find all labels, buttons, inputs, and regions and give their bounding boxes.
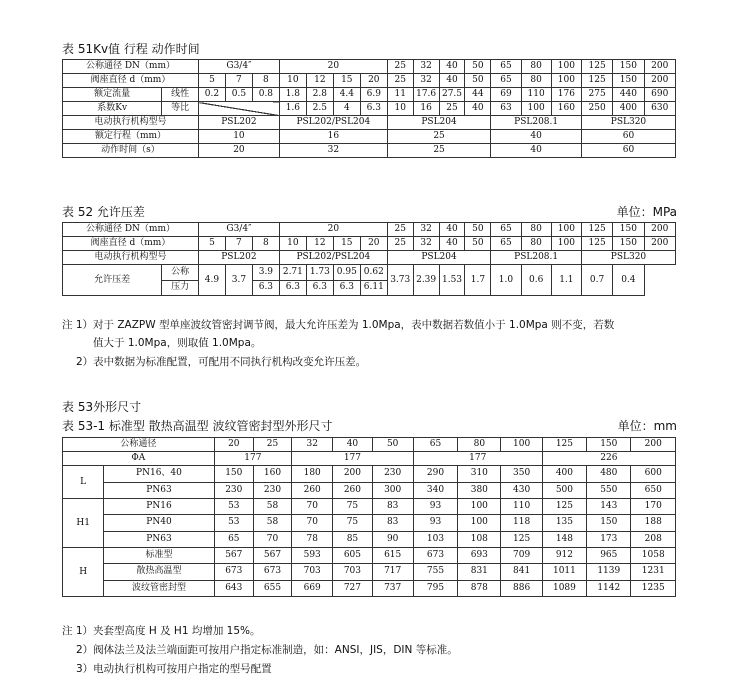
t53-value: 878 [458, 580, 501, 596]
t53-value: 180 [292, 466, 333, 483]
t53-phi: 226 [542, 452, 675, 466]
t51-dn: 80 [521, 60, 551, 74]
t52-seat: 80 [521, 237, 551, 251]
t53-row-label: PN16 [104, 499, 214, 515]
t53-row-label: PN63 [104, 482, 214, 499]
t51-actuator: PSL204 [387, 116, 491, 130]
t51-stroke: 10 [198, 130, 279, 144]
t52-seat: 25 [387, 237, 413, 251]
t53-value: 135 [542, 515, 586, 531]
t51-linear: 4.4 [333, 88, 360, 102]
t51-time-label: 动作时间（s） [63, 144, 199, 158]
t52-actuator-label: 电动执行机构型号 [63, 251, 199, 265]
t52-dn: 50 [465, 223, 491, 237]
t52-actuator-row [63, 251, 676, 265]
t51-time: 20 [198, 144, 279, 158]
t52-dp: 1.0 [491, 265, 521, 296]
t53-value: 1058 [631, 548, 676, 564]
t53-value: 1089 [542, 580, 586, 596]
t53-value: 1142 [587, 580, 631, 596]
t52-seat: 7 [225, 237, 252, 251]
t51-actuator: PSL320 [581, 116, 675, 130]
t51-seat-row [63, 74, 676, 88]
t51-time: 60 [581, 144, 675, 158]
t53-value: 83 [372, 515, 413, 531]
t53-value: 75 [333, 515, 372, 531]
t52-seat: 20 [360, 237, 387, 251]
t53-value: 125 [501, 531, 542, 547]
t51-linear: 44 [465, 88, 491, 102]
t53-value: 90 [372, 531, 413, 547]
t52-dn: 125 [581, 223, 612, 237]
t51-linear: 176 [551, 88, 581, 102]
t51-equal: 630 [644, 102, 675, 116]
t53-value: 400 [542, 466, 586, 483]
t51-linear: 0.8 [252, 88, 279, 102]
table52-caption: 表 52 允许压差 [62, 205, 145, 219]
t51-equal: 63 [491, 102, 521, 116]
t52-dn: 32 [413, 223, 439, 237]
t53-value: 230 [214, 482, 253, 499]
t53-l-row-2 [63, 482, 676, 499]
t53-value: 290 [413, 466, 457, 483]
table53 [62, 437, 676, 597]
t53-row-label: PN40 [104, 515, 214, 531]
t51-dn: 150 [613, 60, 644, 74]
t52-dp: 1.1 [551, 265, 581, 296]
t51-seat: 200 [644, 74, 675, 88]
t52-dn: 40 [439, 223, 465, 237]
t51-seat: 150 [613, 74, 644, 88]
t53-row-label: 标准型 [104, 548, 214, 564]
t53-value: 703 [333, 564, 372, 580]
t52-actuator: PSL202/PSL204 [279, 251, 387, 265]
t52-dp: 0.62 [360, 265, 387, 281]
t53-phi: 177 [292, 452, 414, 466]
t53-phi: 177 [413, 452, 542, 466]
t53-value: 108 [458, 531, 501, 547]
table51-caption: 表 51Kv值 行程 动作时间 [62, 42, 200, 56]
t52-dn: 25 [387, 223, 413, 237]
t53-value: 148 [542, 531, 586, 547]
t53-value: 75 [333, 499, 372, 515]
t53-value: 567 [214, 548, 253, 564]
t51-linear: 2.8 [306, 88, 333, 102]
t52-dp: 2.71 [279, 265, 306, 281]
t53-value: 755 [413, 564, 457, 580]
t53-value: 709 [501, 548, 542, 564]
t52-dp: 6.11 [360, 280, 387, 296]
t52-dn: G3/4″ [198, 223, 279, 237]
t51-linear: 110 [521, 88, 551, 102]
t53-value: 53 [214, 499, 253, 515]
t51-equal: 4 [333, 102, 360, 116]
t53-h-row-3 [63, 580, 676, 596]
t53-dn-row [63, 438, 676, 452]
t52-dp: 1.73 [306, 265, 333, 281]
t51-seat: 10 [279, 74, 306, 88]
t52-dp: 3.9 [252, 265, 279, 281]
t52-dp: 2.39 [413, 265, 439, 296]
t52-seat: 12 [306, 237, 333, 251]
t52-dp: 1.53 [439, 265, 465, 296]
t51-stroke-label: 额定行程（mm） [63, 130, 199, 144]
t51-dn: G3/4″ [198, 60, 279, 74]
t51-linear: 27.5 [439, 88, 465, 102]
t53-value: 58 [253, 515, 291, 531]
t53-value: 605 [333, 548, 372, 564]
t51-dn: 100 [551, 60, 581, 74]
t51-equal-row [63, 102, 676, 116]
t53-value: 150 [214, 466, 253, 483]
t51-seat: 25 [387, 74, 413, 88]
t52-actuator: PSL208.1 [491, 251, 582, 265]
t53-value: 500 [542, 482, 586, 499]
t51-seat: 15 [333, 74, 360, 88]
t51-linear: 17.6 [413, 88, 439, 102]
t53-dn: 25 [253, 438, 291, 452]
t53-dn: 80 [458, 438, 501, 452]
t51-dn: 65 [491, 60, 521, 74]
t53-dn-label: 公称通径 [63, 438, 215, 452]
t53-dn: 150 [587, 438, 631, 452]
t52-dn: 100 [551, 223, 581, 237]
t53-phi: 177 [214, 452, 291, 466]
t51-seat: 65 [491, 74, 521, 88]
t52-seat: 200 [644, 237, 675, 251]
t53-phi-label: ΦA [63, 452, 215, 466]
t52-seat: 32 [413, 237, 439, 251]
t53-value: 70 [292, 515, 333, 531]
t51-linear: 440 [613, 88, 644, 102]
t53-value: 173 [587, 531, 631, 547]
note2-line1: 注 1）夹套型高度 H 及 H1 均增加 15%。 [62, 625, 261, 637]
t53-value: 100 [458, 515, 501, 531]
t53-value: 300 [372, 482, 413, 499]
t53-value: 380 [458, 482, 501, 499]
t53-value: 83 [372, 499, 413, 515]
t52-dp: 6.3 [279, 280, 306, 296]
t52-pn-label-2: 压力 [162, 280, 199, 296]
t52-dp: 0.6 [521, 265, 551, 296]
t53-dn: 20 [214, 438, 253, 452]
t53-value: 143 [587, 499, 631, 515]
t52-seat: 5 [198, 237, 225, 251]
t52-dp: 0.95 [333, 265, 360, 281]
t53-dn: 50 [372, 438, 413, 452]
t51-diagonal-cell [198, 102, 279, 116]
t52-actuator: PSL202 [198, 251, 279, 265]
t52-seat-label: 阀座直径 d（mm） [63, 237, 199, 251]
t52-pn-label: 公称 [162, 265, 199, 281]
t51-seat: 125 [581, 74, 612, 88]
t53-value: 118 [501, 515, 542, 531]
t53-value: 693 [458, 548, 501, 564]
t52-dp-row-1 [63, 265, 676, 281]
t53-value: 1231 [631, 564, 676, 580]
t52-dp: 3.73 [387, 265, 413, 296]
t52-dn: 80 [521, 223, 551, 237]
t53-value: 673 [214, 564, 253, 580]
t53-value: 110 [501, 499, 542, 515]
t53-value: 65 [214, 531, 253, 547]
t51-equal: 1.6 [279, 102, 306, 116]
t52-dn-label: 公称通径 DN（mm） [63, 223, 199, 237]
t51-seat: 50 [465, 74, 491, 88]
t53-value: 655 [253, 580, 291, 596]
t52-seat: 40 [439, 237, 465, 251]
t51-actuator: PSL202/PSL204 [279, 116, 387, 130]
t52-actuator: PSL204 [387, 251, 491, 265]
t53-value: 93 [413, 499, 457, 515]
t52-dn: 20 [279, 223, 387, 237]
t51-seat: 12 [306, 74, 333, 88]
t51-equal: 2.5 [306, 102, 333, 116]
t53-l-row-1 [63, 466, 676, 483]
t51-kv-label-2: 系数Kv [63, 102, 162, 116]
t53-phi-row [63, 452, 676, 466]
t51-seat: 7 [225, 74, 252, 88]
t52-seat: 100 [551, 237, 581, 251]
t53-value: 350 [501, 466, 542, 483]
t51-time-row [63, 144, 676, 158]
t53-dn: 40 [333, 438, 372, 452]
t52-dn: 150 [613, 223, 644, 237]
t53-h1-row-2 [63, 515, 676, 531]
t53-value: 160 [253, 466, 291, 483]
t53-row-label: PN63 [104, 531, 214, 547]
t53-value: 703 [292, 564, 333, 580]
t53-value: 673 [413, 548, 457, 564]
t53-value: 70 [292, 499, 333, 515]
t51-linear: 6.9 [360, 88, 387, 102]
t53-value: 841 [501, 564, 542, 580]
t53-value: 230 [253, 482, 291, 499]
t52-seat: 15 [333, 237, 360, 251]
t53-value: 650 [631, 482, 676, 499]
t51-actuator-row [63, 116, 676, 130]
t51-equal-label: 等比 [162, 102, 199, 116]
t52-dp-label: 允许压差 [63, 265, 162, 296]
t51-equal: 10 [387, 102, 413, 116]
t51-stroke: 40 [491, 130, 582, 144]
t52-seat: 65 [491, 237, 521, 251]
table53-unit: 单位：mm [617, 419, 677, 433]
t51-stroke: 25 [387, 130, 491, 144]
t51-linear: 69 [491, 88, 521, 102]
note1-line2: 值大于 1.0Mpa，则取值 1.0Mpa。 [93, 337, 262, 349]
t53-value: 260 [292, 482, 333, 499]
t53-value: 965 [587, 548, 631, 564]
t52-seat: 150 [613, 237, 644, 251]
t53-value: 831 [458, 564, 501, 580]
t52-seat: 125 [581, 237, 612, 251]
t52-seat: 10 [279, 237, 306, 251]
t52-dp: 3.7 [225, 265, 252, 296]
t52-dp: 6.3 [252, 280, 279, 296]
t51-time: 25 [387, 144, 491, 158]
t53-value: 795 [413, 580, 457, 596]
t53-value: 727 [333, 580, 372, 596]
t51-linear: 275 [581, 88, 612, 102]
t53-value: 93 [413, 515, 457, 531]
t53-value: 340 [413, 482, 457, 499]
t51-linear: 11 [387, 88, 413, 102]
t53-value: 600 [631, 466, 676, 483]
t53-value: 260 [333, 482, 372, 499]
t51-equal: 6.3 [360, 102, 387, 116]
t51-actuator: PSL208.1 [491, 116, 582, 130]
t53-value: 615 [372, 548, 413, 564]
t51-dn: 50 [465, 60, 491, 74]
t51-equal: 250 [581, 102, 612, 116]
table53-caption: 表 53外形尺寸 [62, 400, 142, 414]
t51-stroke-row [63, 130, 676, 144]
t53-value: 208 [631, 531, 676, 547]
t52-dp: 6.3 [333, 280, 360, 296]
t53-value: 150 [587, 515, 631, 531]
t51-dn: 32 [413, 60, 439, 74]
t53-value: 886 [501, 580, 542, 596]
t51-linear: 690 [644, 88, 675, 102]
t53-l-label: L [63, 466, 104, 499]
t51-seat: 40 [439, 74, 465, 88]
t51-actuator-label: 电动执行机构型号 [63, 116, 199, 130]
t51-dn: 125 [581, 60, 612, 74]
t53-dn: 125 [542, 438, 586, 452]
t51-dn: 20 [279, 60, 387, 74]
t52-seat-row [63, 237, 676, 251]
t52-dn-row [63, 223, 676, 237]
t53-value: 1139 [587, 564, 631, 580]
t51-linear-label: 线性 [162, 88, 199, 102]
t51-time: 40 [491, 144, 582, 158]
t53-dn: 200 [631, 438, 676, 452]
t53-value: 643 [214, 580, 253, 596]
t53-value: 58 [253, 499, 291, 515]
t53-h1-row-1 [63, 499, 676, 515]
t51-seat: 80 [521, 74, 551, 88]
t51-equal: 40 [465, 102, 491, 116]
t52-seat: 50 [465, 237, 491, 251]
t52-dp: 1.7 [465, 265, 491, 296]
note2-line2: 2）阀体法兰及法兰端面距可按用户指定标准制造，如：ANSI，JIS，DIN 等标准。 [76, 644, 458, 656]
note1-line3: 2）表中数据为标准配置，可配用不同执行机构改变允许压差。 [76, 356, 367, 368]
t51-dn-label: 公称通径 DN（mm） [63, 60, 199, 74]
t51-linear: 0.5 [225, 88, 252, 102]
t51-seat: 20 [360, 74, 387, 88]
t52-dp: 0.4 [613, 265, 644, 296]
t51-stroke: 60 [581, 130, 675, 144]
t51-dn: 200 [644, 60, 675, 74]
t53-h-row-2 [63, 564, 676, 580]
t51-equal: 160 [551, 102, 581, 116]
t51-equal: 400 [613, 102, 644, 116]
t53-value: 480 [587, 466, 631, 483]
t51-actuator: PSL202 [198, 116, 279, 130]
t52-dn: 200 [644, 223, 675, 237]
t53-value: 567 [253, 548, 291, 564]
t52-dp: 0.7 [581, 265, 612, 296]
t53-value: 673 [253, 564, 291, 580]
t53-value: 912 [542, 548, 586, 564]
t51-linear: 1.8 [279, 88, 306, 102]
t53-value: 669 [292, 580, 333, 596]
t51-seat-label: 阀座直径 d（mm） [63, 74, 199, 88]
t53-value: 1011 [542, 564, 586, 580]
t53-h-label: H [63, 548, 104, 597]
t53-value: 310 [458, 466, 501, 483]
t53-value: 230 [372, 466, 413, 483]
t51-dn: 25 [387, 60, 413, 74]
t53-value: 53 [214, 515, 253, 531]
t53-value: 550 [587, 482, 631, 499]
t53-dn: 65 [413, 438, 457, 452]
t53-value: 100 [458, 499, 501, 515]
t52-dn: 65 [491, 223, 521, 237]
t51-seat: 32 [413, 74, 439, 88]
t53-h1-label: H1 [63, 499, 104, 548]
t53-value: 170 [631, 499, 676, 515]
t53-value: 593 [292, 548, 333, 564]
t53-row-label: 散热高温型 [104, 564, 214, 580]
t51-equal: 100 [521, 102, 551, 116]
t51-dn-row [63, 60, 676, 74]
note2-line3: 3）电动执行机构可按用户指定的型号配置 [76, 663, 272, 675]
t51-equal: 25 [439, 102, 465, 116]
t53-h-row-1 [63, 548, 676, 564]
t52-seat: 8 [252, 237, 279, 251]
t51-linear-row [63, 88, 676, 102]
t51-equal: 16 [413, 102, 439, 116]
t52-dp: 6.3 [306, 280, 333, 296]
t53-row-label: PN16、40 [104, 466, 214, 483]
t51-stroke: 16 [279, 130, 387, 144]
t51-seat: 100 [551, 74, 581, 88]
t53-value: 737 [372, 580, 413, 596]
t51-seat: 8 [252, 74, 279, 88]
t53-value: 78 [292, 531, 333, 547]
table52-unit: 单位：MPa [616, 205, 677, 219]
t52-actuator: PSL320 [581, 251, 675, 265]
t53-value: 200 [333, 466, 372, 483]
t53-value: 103 [413, 531, 457, 547]
t53-value: 70 [253, 531, 291, 547]
table53-1-caption: 表 53-1 标准型 散热高温型 波纹管密封型外形尺寸 [62, 419, 333, 433]
note1-line1: 注 1）对于 ZAZPW 型单座波纹管密封调节阀，最大允许压差为 1.0Mpa，表中数据若数值小于 1.0Mpa 则不变，若数 [62, 319, 615, 331]
t53-h1-row-3 [63, 531, 676, 547]
t51-seat: 5 [198, 74, 225, 88]
t51-dn: 40 [439, 60, 465, 74]
t53-value: 1235 [631, 580, 676, 596]
t51-time: 32 [279, 144, 387, 158]
t53-dn: 32 [292, 438, 333, 452]
t51-kv-label: 额定流量 [63, 88, 162, 102]
t53-value: 430 [501, 482, 542, 499]
t53-row-label: 波纹管密封型 [104, 580, 214, 596]
t52-dp: 4.9 [198, 265, 225, 296]
t53-dn: 100 [501, 438, 542, 452]
t53-value: 717 [372, 564, 413, 580]
t51-linear: 0.2 [198, 88, 225, 102]
table51 [62, 59, 676, 158]
t53-value: 85 [333, 531, 372, 547]
t53-value: 188 [631, 515, 676, 531]
t53-value: 125 [542, 499, 586, 515]
table52 [62, 222, 676, 296]
